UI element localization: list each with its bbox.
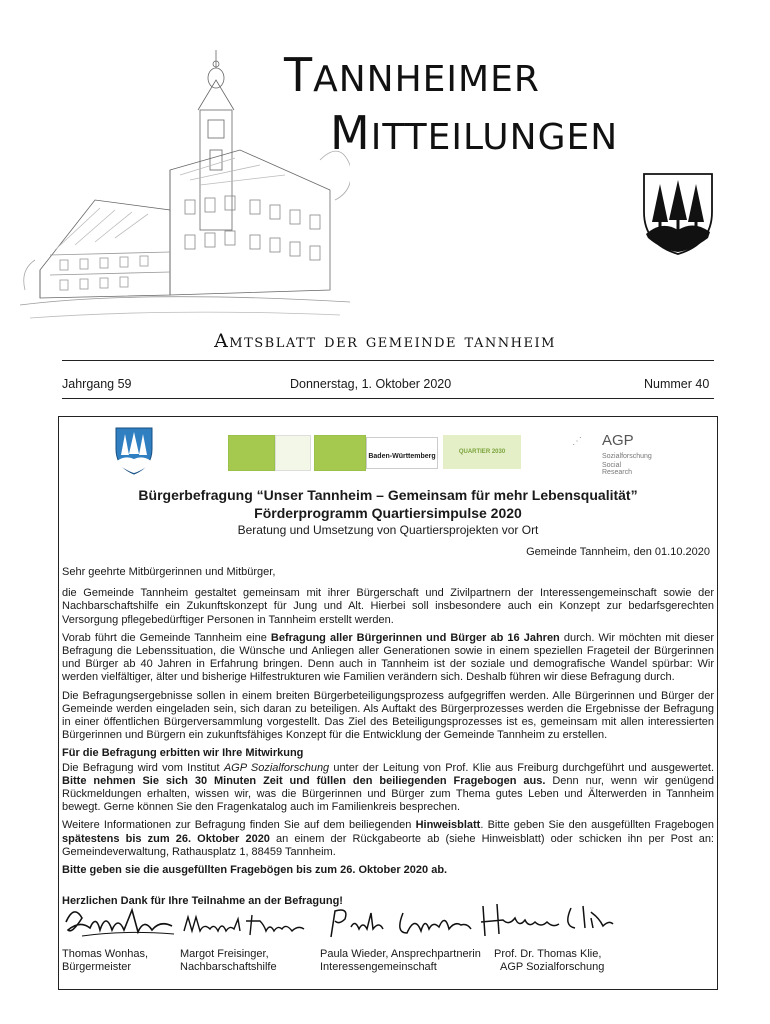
partner-logo-green-2 (314, 435, 366, 471)
p4-italic: AGP Sozialforschung (223, 761, 330, 774)
article-subhead: Beratung und Umsetzung von Quartiersprojekten vor Ort (237, 523, 539, 537)
salutation: Sehr geehrte Mitbürgerinnen und Mitbürger, (62, 566, 276, 578)
p5-text-e: an einem der Rückgabeorte ab (siehe Hinweisblatt) oder schicken ihn per Post an: Gemeindeverwaltung, Rathausplatz 1, 88459 Tannheim. (62, 832, 714, 858)
agp-logo-text: AGP (602, 432, 634, 449)
signatory-4-role: AGP Sozialforschung (500, 961, 605, 973)
thanks-line: Herzlichen Dank für Ihre Teilnahme an der Befragung! (62, 895, 343, 908)
agp-logo-sub1: Sozialforschung (602, 453, 652, 460)
signatory-3 (320, 948, 481, 974)
signatory-1 (62, 948, 148, 974)
article-headline: Bürgerbefragung “Unser Tannheim – Gemeinsam für mehr Lebensqualität” (138, 487, 638, 503)
p4-text-a: Die Befragung wird vom Institut (62, 761, 224, 774)
signatory-4 (494, 948, 604, 974)
signature-wieder (325, 903, 475, 943)
signatory-3-name: Paula Wieder, Ansprechpartnerin (320, 948, 481, 960)
issue-number: Nummer 40 (644, 377, 710, 391)
agp-logo-sub2: Social Research (602, 462, 632, 476)
article-headline-2: Förderprogramm Quartiersimpulse 2020 (254, 505, 522, 521)
paragraph-2 (62, 632, 714, 685)
p2-text-a: Vorab führt die Gemeinde Tannheim eine (62, 631, 271, 644)
quartier-logo-text: QUARTIER 2030 (458, 449, 506, 455)
signatory-2-role: Nachbarschaftshilfe (180, 961, 277, 973)
p2-bold: Befragung aller Bürgerinnen und Bürger ab 16 Jahren (270, 631, 560, 644)
article-dateline: Gemeinde Tannheim, den 01.10.2020 (526, 546, 710, 558)
partner-logo-bw (366, 437, 438, 469)
header-rule-top (62, 360, 714, 361)
signature-wonhas (62, 900, 180, 944)
signatory-4-name: Prof. Dr. Thomas Klie, (494, 948, 602, 960)
p5-text-a: Weitere Informationen zur Befragung finden Sie auf dem beiliegenden (62, 819, 416, 832)
p5-bold-2: spätestens bis zum 26. Oktober 2020 (62, 832, 270, 845)
p5-text-c: . Bitte geben Sie den ausgefüllten Fragebogen (480, 819, 714, 832)
p4-text-e: Denn nur, wenn wir genügend Rückmeldungen erhalten, wissen wir, was die Bürgerinnen und Bürger zum Thema gutes Leben und Älterwerden in Tannheim bewegt. Gerne können Sie den Fragenkatalog auch im Familienkreis besprechen. (62, 774, 714, 814)
paragraph-1: die Gemeinde Tannheim gestaltet gemeinsam mit ihrer Bürgerschaft und Zivilpartnern der Interessengemeinschaft sowie der Nachbarschaftshilfe ein Zukunftskonzept für Jung und Alt. Hierbei soll insbesondere auch ein Konzept zur bedarfsgerechten Versorgung pflegebedürftiger Personen in Tannheim erstellt werden. (62, 587, 714, 626)
signatory-2-name: Margot Freisinger, (180, 948, 269, 960)
signatory-1-name: Thomas Wonhas, (62, 948, 149, 960)
signatory-1-role: Bürgermeister (62, 961, 132, 973)
masthead-title-line1: TANNHEIMER (284, 48, 540, 102)
paragraph-3: Die Befragungsergebnisse sollen in einem breiten Bürgerbeteiligungsprozess aufgegriffen werden. Alle Bürgerinnen und Bürger der Gemeinde werden eingeladen sein, sich daran zu beteiligen. Als Auftakt des Bürgerprozesses werden die Ergebnisse der Befragung in einer öffentlichen Bürgerversammlung vorgestellt. Das Ziel des Beteiligungsprozesses ist es, gemeinsam mit allen interessierten Bürgerinnen und Bürgern ein zukunftsfähiges Konzept für die Entwicklung der Gemeinde Tannheim zu erstellen. (62, 689, 714, 742)
partner-logo-green-1 (228, 435, 275, 471)
paragraph-4 (62, 762, 714, 815)
issue-date: Donnerstag, 1. Oktober 2020 (290, 377, 452, 391)
masthead-title-line2: MITTEILUNGEN (330, 106, 619, 160)
signatory-3-role: Interessengemeinschaft (320, 961, 437, 973)
masthead-subtitle: Amtsblatt der gemeinde tannheim (214, 330, 556, 352)
p2-text-c: durch. Wir möchten mit dieser Befragung die Lebenssituation, die Wünsche und Anliegen aller Generationen sowie in einem speziellen Frageteil der Bürgerinnen und Bürger ab 40 Jahren in Erfahrung bringen. Denn auch in Tannheim ist der soziale und demografische Wandel spürbar: Wir werden vielfältiger, älter und bisherige Hilfestrukturen wie Familien verändern sich. Deshalb führen wir diese Befragung durch. (62, 631, 715, 684)
p4-bold: Bitte nehmen Sie sich 30 Minuten Zeit und füllen den beiliegenden Fragebogen aus. (62, 774, 546, 787)
agp-logo-dots-icon: ⋰ (572, 436, 582, 447)
article-body (62, 566, 714, 913)
paragraph-5 (62, 819, 714, 859)
p4-text-c: unter der Leitung von Prof. Klie aus Freiburg durchgeführt und ausgewertet. (329, 761, 715, 774)
p5-bold-1: Hinweisblatt (415, 819, 481, 832)
signature-klie (475, 898, 615, 944)
coat-of-arms-small-icon (115, 427, 153, 475)
partner-logo-quartier (443, 435, 521, 469)
paragraph-6: Bitte geben sie die ausgefüllten Fragebögen bis zum 26. Oktober 2020 ab. (62, 864, 448, 877)
signatory-2 (180, 948, 277, 974)
volume-label: Jahrgang 59 (62, 377, 132, 391)
signature-freisinger (180, 905, 310, 943)
paragraph-4-heading: Für die Befragung erbitten wir Ihre Mitwirkung (62, 747, 304, 760)
header-rule-bottom (62, 398, 714, 399)
partner-logo-quartier-small (275, 435, 311, 471)
bw-logo-text: Baden-Württemberg (368, 453, 436, 460)
agp-logo (572, 432, 652, 476)
coat-of-arms-icon (642, 172, 714, 256)
